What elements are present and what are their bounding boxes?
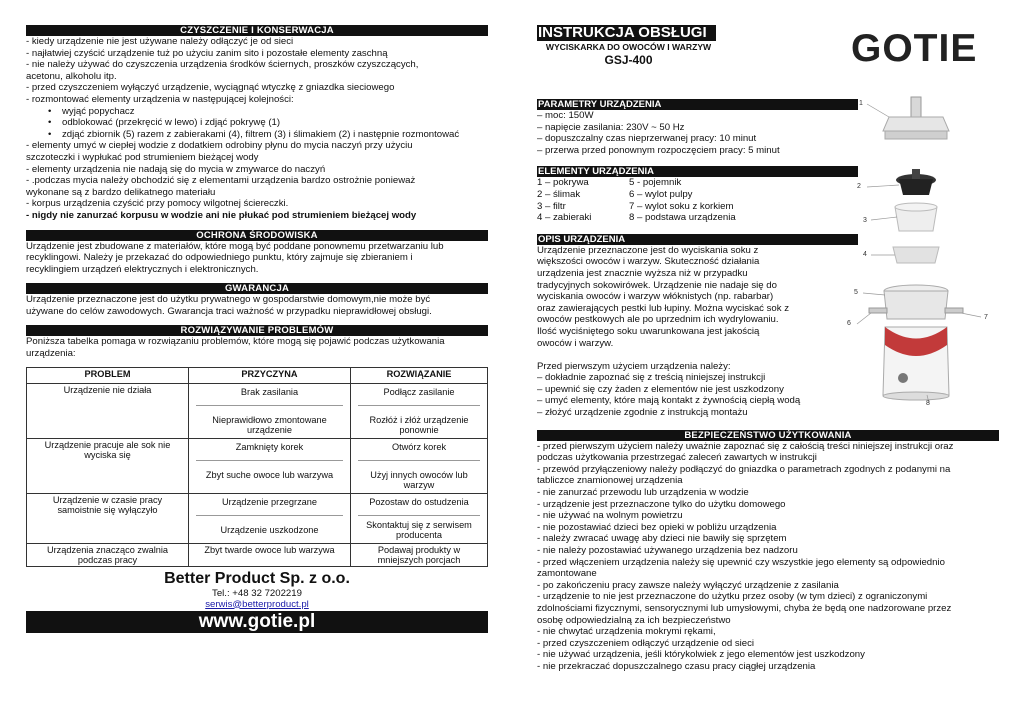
table-row: [27, 543, 488, 566]
column-header: PROBLEM: [27, 367, 189, 383]
text-line: - kiedy urządzenie nie jest używane należy odłączyć je od sieci: [26, 36, 294, 47]
warranty-header: GWARANCJA: [26, 283, 488, 294]
table-row: [27, 383, 488, 438]
column-header: PRZYCZYNA: [189, 367, 351, 383]
brand-logo: GOTIE: [851, 27, 978, 70]
elements-header: ELEMENTY URZĄDZENIA: [537, 166, 858, 177]
disassembly-steps: [26, 106, 488, 141]
element-label: 3 – filtr: [537, 200, 566, 212]
text-line: zdolnościami fizycznymi, sensorycznymi lub umysłowymi, chyba że będą one nadzorowane przez: [537, 602, 952, 614]
text-line: Poniższa tabelka pomaga w rozwiązaniu problemów, które mogą się pojawić podczas użytkowania: [26, 336, 445, 348]
element-label: 8 – podstawa urządzenia: [629, 212, 736, 224]
text-line: – upewnić się czy żaden z elementów nie jest uszkodzony: [537, 383, 784, 395]
text-line: acetonu, alkoholu itp.: [26, 70, 117, 82]
text-line: – przerwa przed ponownym rozpoczęciem pracy: 5 minut: [537, 144, 780, 156]
left-column: [26, 25, 488, 633]
text-line: – moc: 150W: [537, 110, 594, 121]
cause-cell: [189, 383, 351, 438]
element-label: 5 - pojemnik: [629, 177, 682, 189]
text-line: - nie należy używać do czyszczenia urządzenia środków ściernych, proszków czyszczących,: [26, 59, 419, 71]
safety-header: BEZPIECZEŃSTWO UŻYTKOWANIA: [537, 430, 999, 441]
text-line: owoców pestkowych ale po uprzednim ich wydrylowaniu.: [537, 314, 779, 326]
company-name: Better Product Sp. z o.o.: [164, 569, 350, 587]
table-header-row: [27, 367, 488, 383]
text-line: - nie zanurzać przewodu lub urządzenia w wodzie: [537, 487, 749, 499]
element-label: 7 – wylot soku z korkiem: [629, 200, 734, 212]
text-line: - .podczas mycia należy obchodzić się z elementami urządzenia bardzo ostrożnie ponieważ: [26, 175, 416, 187]
bullet-item: • wyjąć popychacz: [62, 106, 488, 118]
troubleshooting-table: [26, 367, 488, 567]
text-line: podczas użytkowania przestrzegać zaleceń zawartych w instrukcji: [537, 452, 817, 464]
cause-text: Brak zasilania: [240, 386, 299, 397]
cleaning-lines-b: [26, 140, 488, 221]
text-line: urządzenia jest znacznie wyższa niż w przypadku: [537, 267, 748, 279]
solution-text: Pozostaw do ostudzenia: [369, 496, 469, 507]
solution-text: Otwórz korek: [391, 441, 447, 452]
figure-label: 4: [863, 251, 867, 258]
text-line: Ilość wyciśniętego soku uwarunkowana jest jakością: [537, 325, 760, 337]
text-line: - przed czyszczeniem wyłączyć urządzenie, wyciągnąć wtyczkę z gniazdka sieciowego: [26, 82, 395, 94]
figure-label: 2: [857, 183, 861, 190]
text-line: oraz zawierających pestki lub łupiny. Można wyciskać sok z: [537, 302, 790, 314]
bullet-item: • zdjąć zbiornik (5) razem z zabierakami (4), filtrem (3) i ślimakiem (2) i następnie rozmontować: [62, 129, 488, 141]
table-row: [27, 493, 488, 543]
solution-text: Skontaktuj się z serwisem producenta: [358, 515, 480, 542]
text-line: – złożyć urządzenie zgodnie z instrukcją montażu: [537, 407, 748, 419]
problem-cell: Urządzenie nie działa: [27, 383, 189, 438]
cause-text: Nieprawidłowo zmontowane urządzenie: [196, 405, 343, 437]
text-line: - korpus urządzenia czyścić przy pomocy wilgotnej ściereczki.: [26, 198, 289, 210]
text-line: - przewód przyłączeniowy należy podłączyć do gniazdka o parametrach zgodnych z podanymi na: [537, 463, 951, 475]
text-line: recyklingiem urządzeń elektrycznych i elektronicznych.: [26, 263, 259, 275]
cause-text: Urządzenie uszkodzone: [196, 515, 343, 537]
solution-cell: [351, 493, 488, 543]
cause-cell: Zbyt twarde owoce lub warzywa: [189, 543, 351, 566]
figure-label: 7: [984, 314, 988, 321]
exploded-view-illustration: [845, 95, 995, 410]
environment-header: OCHRONA ŚRODOWISKA: [26, 230, 488, 241]
juicer-parts-icon: [845, 95, 995, 410]
text-line: - po zakończeniu pracy zawsze należy wyłączyć urządzenie z zasilania: [537, 579, 839, 591]
text-line: - przed włączeniem urządzenia należy się upewnić czy wszystkie jego elementy są odpowiednio: [537, 556, 945, 568]
warning-line: - nigdy nie zanurzać korpusu w wodzie ani nie płukać pod strumieniem bieżącej wody: [26, 209, 417, 221]
element-label: 6 – wylot pulpy: [629, 188, 693, 200]
safety-lines: [537, 441, 999, 673]
text-line: zamontowane: [537, 568, 597, 580]
support-email-link[interactable]: serwis@betterproduct.pl: [205, 598, 309, 610]
figure-label: 1: [859, 100, 863, 107]
element-label: 2 – ślimak: [537, 188, 581, 200]
text-line: wykonane są z bardzo delikatnego materiału: [26, 186, 216, 198]
cause-text: Zbyt suche owoce lub warzywa: [196, 460, 343, 482]
text-line: - nie używać urządzenia, jeśli którykolwiek z jego elementów jest uszkodzony: [537, 649, 865, 661]
text-line: - urządzenie to nie jest przeznaczone do użytku przez osoby (w tym dzieci) z ograniczonymi: [537, 591, 928, 603]
figure-label: 3: [863, 217, 867, 224]
text-line: urządzenia:: [26, 348, 76, 360]
troubleshooting-header: ROZWIĄZYWANIE PROBLEMÓW: [26, 325, 488, 336]
cleaning-header: CZYSZCZENIE I KONSERWACJA: [26, 25, 488, 36]
solution-text: Użyj innych owoców lub warzyw: [358, 460, 480, 492]
text-line: - nie używać na wolnym powietrzu: [537, 510, 683, 522]
problem-cell: Urządzenia znacząco zwalnia podczas pracy: [27, 543, 189, 566]
text-line: używane do celów zawodowych. Gwarancja traci ważność w przypadku nieprawidłowej obsługi.: [26, 305, 432, 317]
bullet-item: • odblokować (przekręcić w lewo) i zdjąć pokrywę (1): [62, 117, 488, 129]
solution-text: Podłącz zasilanie: [383, 386, 455, 397]
text-line: większości owoców i warzyw. Skuteczność działania: [537, 256, 760, 268]
problem-cell: Urządzenie w czasie pracy samoistnie się wyłączyło: [27, 493, 189, 543]
text-line: – dokładnie zapoznać się z treścią niniejszej instrukcji: [537, 372, 766, 384]
text-line: - elementy umyć w ciepłej wodzie z dodatkiem odrobiny płynu do mycia naczyń przy użyciu: [26, 140, 413, 152]
text-line: Urządzenie przeznaczone jest do wyciskania soku z: [537, 244, 759, 256]
text-line: - nie przekraczać dopuszczalnego czasu pracy ciągłej urządzenia: [537, 660, 816, 672]
cause-cell: [189, 493, 351, 543]
text-line: Urządzenie jest zbudowane z materiałów, które mogą być poddane ponownemu przetwarzaniu lub: [26, 240, 444, 252]
text-line: - elementy urządzenia nie nadają się do mycia w zmywarce do naczyń: [26, 163, 326, 175]
element-label: 1 – pokrywa: [537, 177, 589, 189]
text-line: – dopuszczalny czas nieprzerwanej pracy: 10 minut: [537, 133, 757, 145]
text-line: szczoteczki i wypłukać pod strumieniem bieżącej wody: [26, 151, 259, 163]
figure-label: 5: [854, 289, 858, 296]
figure-label: 8: [926, 400, 930, 407]
text-line: - przed pierwszym użyciem należy uważnie zapoznać się z całością treści niniejszej instrukcji oraz: [537, 440, 954, 452]
cause-text: Urządzenie przegrzane: [222, 496, 317, 507]
text-line: - należy zwracać uwagę aby dzieci nie bawiły się sprzętem: [537, 533, 787, 545]
text-line: – napięcie zasilania: 230V ~ 50 Hz: [537, 121, 685, 133]
text-line: - przed czyszczeniem odłączyć urządzenie od sieci: [537, 637, 755, 649]
text-line: – umyć elementy, które mają kontakt z żywnością ciepłą wodą: [537, 395, 801, 407]
text-line: - najłatwiej czyścić urządzenie tuż po użyciu zanim sito i pozostałe elementy zaschną: [26, 47, 388, 59]
text-line: - nie chwytać urządzenia mokrymi rękami,: [537, 626, 716, 638]
cleaning-lines-a: [26, 36, 488, 106]
params-header: PARAMETRY URZĄDZENIA: [537, 99, 858, 110]
problem-cell: Urządzenie pracuje ale sok nie wyciska się: [27, 438, 189, 493]
text-line: tradycyjnych sokowirówek. Urządzenie nie nadaje się do: [537, 279, 777, 291]
text-line: - rozmontować elementy urządzenia w następującej kolejności:: [26, 93, 294, 105]
text-line: - nie należy pozostawiać używanego urządzenia bez nadzoru: [537, 545, 798, 556]
website-banner[interactable]: www.gotie.pl: [26, 611, 488, 633]
model-number: GSJ-400: [604, 53, 653, 67]
solution-cell: [351, 383, 488, 438]
text-line: owoców i warzyw.: [537, 337, 614, 349]
text-line: - urządzenie jest przeznaczone tylko do użytku domowego: [537, 498, 786, 510]
element-label: 4 – zabieraki: [537, 212, 592, 224]
text-line: recyklingowi. Należy je przekazać do odpowiedniego punktu, który zajmuje się zbieraniem i: [26, 252, 413, 264]
table-row: [27, 438, 488, 493]
product-subtitle: WYCISKARKA DO OWOCÓW I WARZYW: [545, 42, 712, 52]
cause-cell: [189, 438, 351, 493]
text-line: tabliczce znamionowej urządzenia: [537, 475, 683, 487]
text-line: Przed pierwszym użyciem urządzenia należy:: [537, 360, 731, 372]
solution-text: Rozłóż i złóż urządzenie ponownie: [358, 405, 480, 437]
company-phone: Tel.: +48 32 7202219: [212, 587, 302, 599]
column-header: ROZWIĄZANIE: [351, 367, 488, 383]
text-line: Urządzenie przeznaczone jest do użytku prywatnego w gospodarstwie domowym,nie może być: [26, 294, 431, 306]
cause-text: Zamknięty korek: [235, 441, 304, 452]
manual-title: INSTRUKCJA OBSŁUGI: [537, 25, 716, 41]
text-line: - nie pozostawiać dzieci bez opieki w pobliżu urządzenia: [537, 521, 777, 533]
figure-label: 6: [847, 320, 851, 327]
solution-cell: Podawaj produkty w mniejszych porcjach: [351, 543, 488, 566]
text-line: wyciskania owoców i warzyw włóknistych (np. rabarbar): [537, 291, 774, 303]
description-header: OPIS URZĄDZENIA: [537, 234, 858, 245]
text-line: osobę odpowiedzialną za ich bezpieczeństwo: [537, 614, 731, 626]
solution-cell: [351, 438, 488, 493]
